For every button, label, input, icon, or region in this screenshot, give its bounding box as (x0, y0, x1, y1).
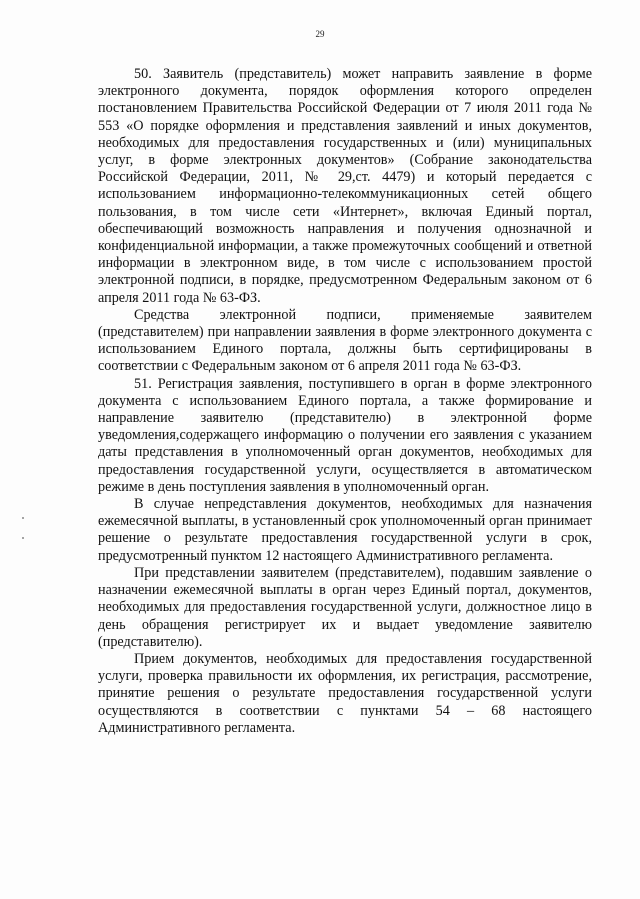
paragraph-non-submission: В случае непредставления документов, необходимых для назначения ежемесячной выплаты, в установленный срок уполномоченный орган принимает решение о результате предоставления государственной услуги в срок, предусмотренный пунктом 12 настоящего Административного регламента. (98, 496, 592, 564)
paragraph-51: 51. Регистрация заявления, поступившего в орган в форме электронного документа с использованием Единого портала, а также формирование и направление заявителю (представителю) в электронной форме уведомления,содержащего информацию о получении его заявления с указанием даты представления в уполномоченный орган документов, необходимых для предоставления государственной услуги, осуществляется в автоматическом режиме в день поступления заявления в уполномоченный орган. (98, 375, 592, 495)
paragraph-50: 50. Заявитель (представитель) может направить заявление в форме электронного документа, порядок оформления которого определен постановлением Правительства Российской Федерации от 7 июля 2011 года № 553 «О порядке оформления и представления заявлений и иных документов, необходимых для предоставления государственных и (или) муниципальных услуг, в форме электронных документов» (Собрание законодательства Российской Федерации, 2011, № 29,ст. 4479) и который передается с использованием информационно-телекоммуникационных сетей общего пользования, в том числе сети «Интернет», включая Единый портал, обеспечивающий возможность направления и получения однозначной и конфиденциальной информации, а также промежуточных сообщений и ответной информации в электронном виде, в том числе с использованием простой электронной подписи, в порядке, предусмотренном Федеральным законом от 6 апреля 2011 года № 63-ФЗ. (98, 66, 592, 306)
scan-margin-mark (22, 537, 24, 539)
document-body (98, 66, 592, 737)
paragraph-signature-tools: Средства электронной подписи, применяемые заявителем (представителем) при направлении заявления в форме электронного документа с использованием Единого портала, должны быть сертифицированы в соответствии с Федеральным законом от 6 апреля 2011 года № 63-ФЗ. (98, 306, 592, 375)
page-number: 29 (315, 29, 325, 39)
paragraph-document-reception: Прием документов, необходимых для предоставления государственной услуги, проверка правильности их оформления, их регистрация, рассмотрение, принятие решения о результате предоставления государственной услуги осуществляются в соответствии с пунктами 54 – 68 настоящего Административного регламента. (98, 650, 592, 736)
scan-margin-mark (22, 517, 24, 519)
paragraph-submission-via-portal: При представлении заявителем (представителем), подавшим заявление о назначении ежемесячной выплаты в орган через Единый портал, документов, необходимых для предоставления государственной услуги, должностное лицо в день обращения регистрирует их и выдает уведомление заявителю (представителю). (98, 564, 592, 650)
